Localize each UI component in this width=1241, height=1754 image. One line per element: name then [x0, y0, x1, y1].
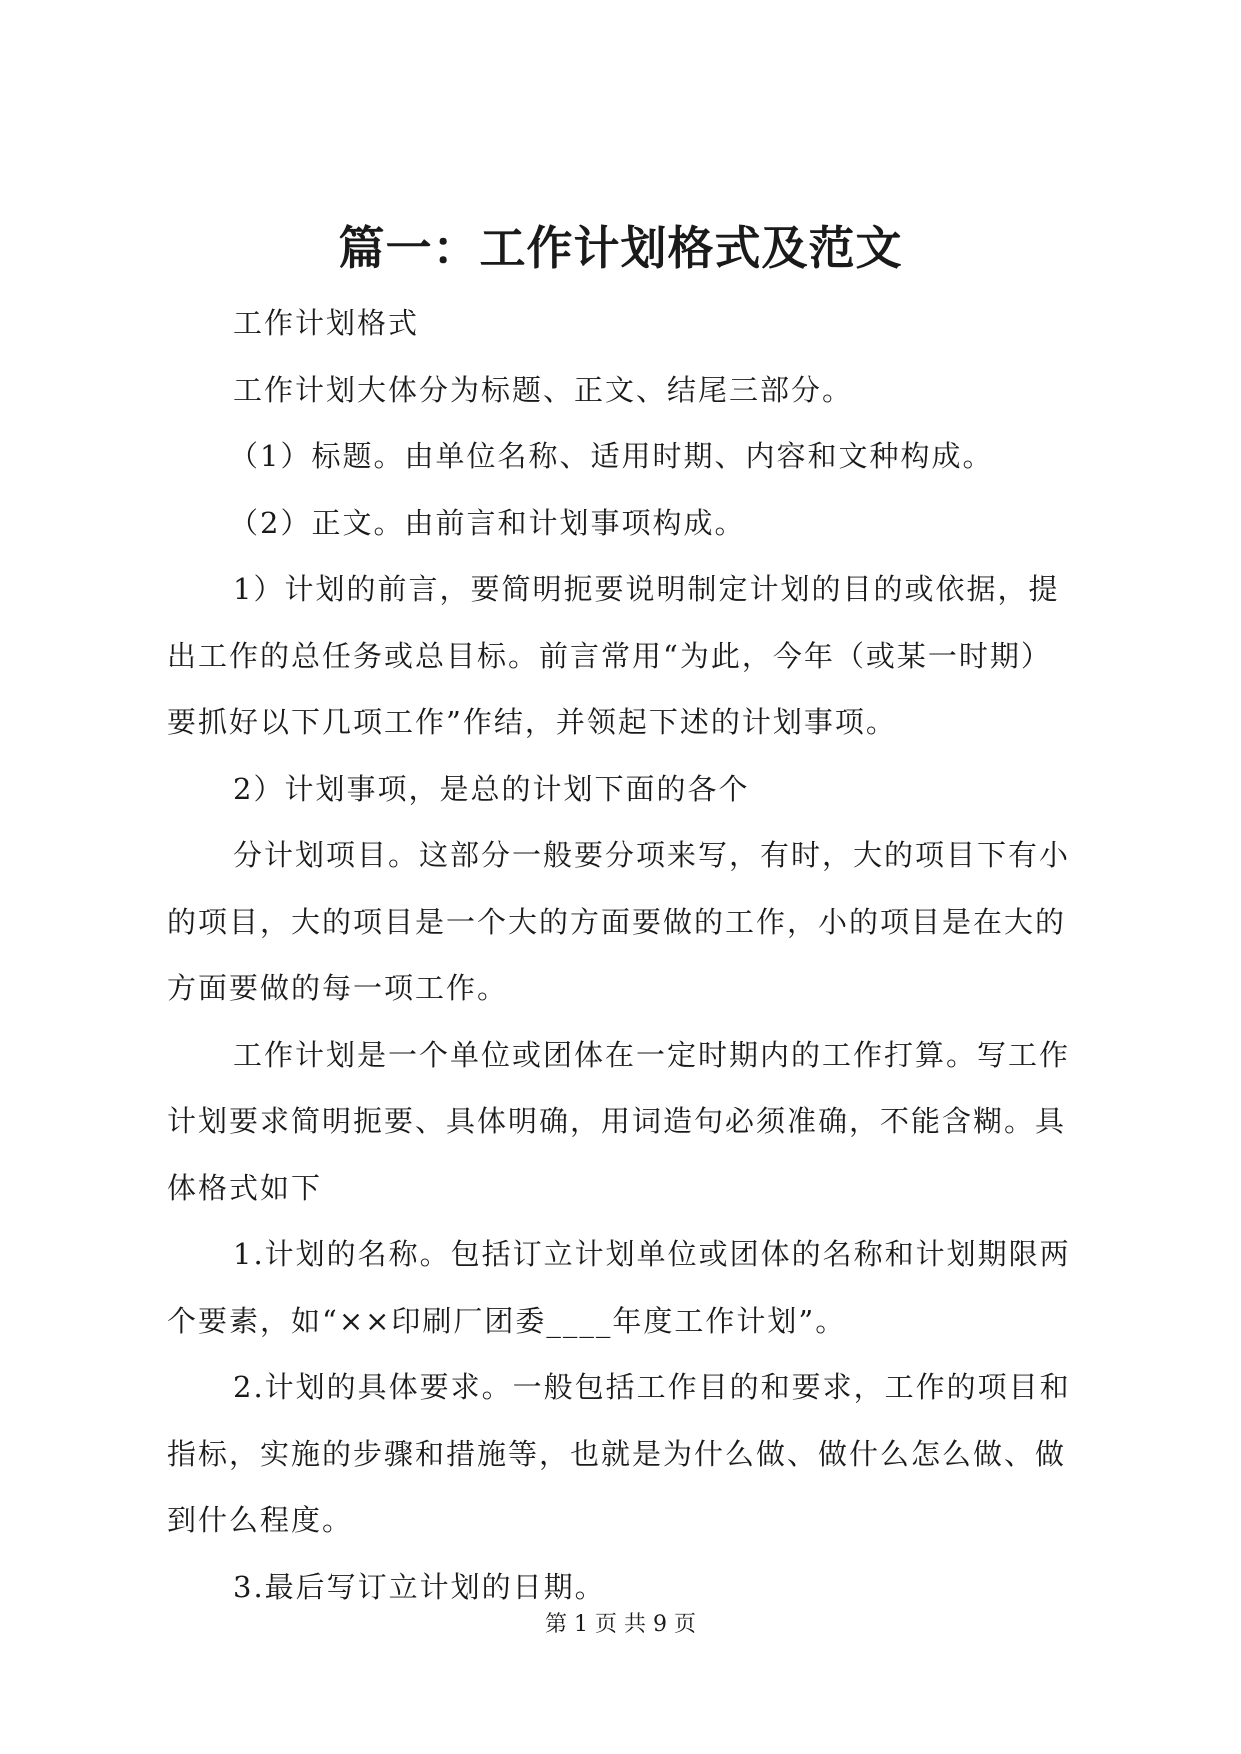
paragraph-10: 2.计划的具体要求。一般包括工作目的和要求，工作的项目和指标，实施的步骤和措施等，也就是为什么做、做什么怎么做、做到什么程度。	[167, 1370, 1071, 1537]
paragraph-1: 工作计划格式	[233, 306, 420, 340]
paragraph-6: 2）计划事项，是总的计划下面的各个	[233, 771, 750, 806]
paragraph-5: 1）计划的前言，要简明扼要说明制定计划的目的或依据，提出工作的总任务或总目标。前言常用“为此，今年（或某一时期）要抓好以下几项工作”作结，并领起下述的计划事项。	[167, 572, 1060, 739]
page-footer: 第 1 页 共 9 页	[545, 1612, 696, 1637]
paragraph-7: 分计划项目。这部分一般要分项来写，有时，大的项目下有小的项目，大的项目是一个大的方面要做的工作，小的项目是在大的方面要做的每一项工作。	[167, 838, 1071, 1005]
paragraph-11: 3.最后写订立计划的日期。	[233, 1569, 606, 1604]
paragraph-3: （1）标题。由单位名称、适用时期、内容和文种构成。	[229, 439, 994, 473]
paragraph-9: 1.计划的名称。包括订立计划单位或团体的名称和计划期限两个要素，如“××印刷厂团委____年度工作计划”。	[167, 1237, 1071, 1338]
paragraph-8: 工作计划是一个单位或团体在一定时期内的工作打算。写工作计划要求简明扼要、具体明确，用词造句必须准确，不能含糊。具体格式如下	[167, 1037, 1071, 1205]
document-body	[167, 290, 1079, 1620]
document-title: 篇一：工作计划格式及范文	[338, 221, 903, 275]
paragraph-4: （2）正文。由前言和计划事项构成。	[229, 505, 746, 540]
paragraph-2: 工作计划大体分为标题、正文、结尾三部分。	[233, 372, 854, 407]
